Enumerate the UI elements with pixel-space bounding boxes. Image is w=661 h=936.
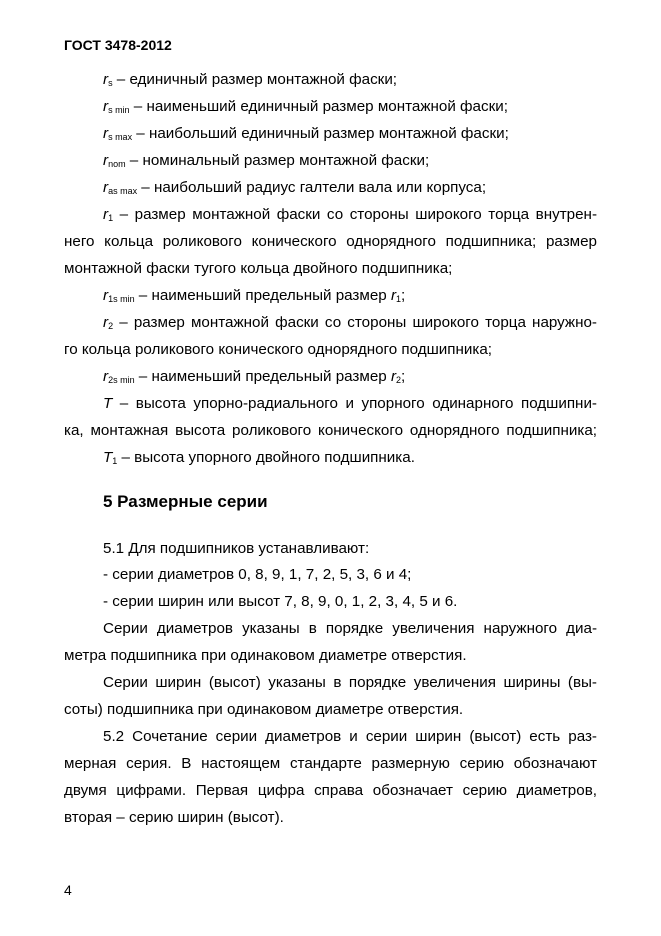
term-r1-line2: него кольца роликового конического однорядного подшипника; размер — [64, 233, 597, 250]
para-5-1: 5.1 Для подшипников устанавливают: — [103, 540, 370, 557]
term-r2-line2: го кольца роликового конического однорядного подшипника; — [64, 341, 493, 358]
term-t-line2: ка, монтажная высота роликового конического однорядного подшипника; — [64, 422, 597, 439]
term-r1-line1: $r_1$ – размер монтажной фаски со стороны широкого торца внутрен- — [103, 206, 597, 223]
para-b-line2: соты) подшипника при одинаковом диаметре отверстия. — [64, 701, 464, 718]
para-a-line1: Серии диаметров указаны в порядке увеличения наружного диа- — [103, 620, 597, 637]
term-t-line1: T – высота упорно-радиального и упорного одинарного подшипни- — [103, 395, 597, 412]
para-5-2-line3: двумя цифрами. Первая цифра справа обозначает серию диаметров, — [64, 782, 597, 799]
term-rs-min: $r_{s min}$ – наименьший единичный размер монтажной фаски; — [103, 98, 508, 115]
term-r2s-min: $r_{2s min}$ – наименьший предельный размер $r_2$; — [103, 368, 406, 385]
term-ras-max: $r_{as max}$ – наибольший радиус галтели вала или корпуса; — [103, 179, 487, 196]
term-rs: $r_s$ – единичный размер монтажной фаски; — [103, 71, 398, 88]
list-item-diameters: - серии диаметров 0, 8, 9, 1, 7, 2, 5, 3, 6 и 4; — [103, 566, 412, 583]
term-rs-max: $r_{s max}$ – наибольший единичный размер монтажной фаски; — [103, 125, 509, 142]
para-b-line1: Серии ширин (высот) указаны в порядке увеличения ширины (вы- — [103, 674, 597, 691]
term-r1s-min: $r_{1s min}$ – наименьший предельный размер $r_1$; — [103, 287, 406, 304]
term-r1-line3: монтажной фаски тугого кольца двойного подшипника; — [64, 260, 453, 277]
term-r2-line1: $r_2$ – размер монтажной фаски со стороны широкого торца наружно- — [103, 314, 597, 331]
list-item-widths: - серии ширин или высот 7, 8, 9, 0, 1, 2, 3, 4, 5 и 6. — [103, 593, 458, 610]
para-a-line2: метра подшипника при одинаковом диаметре отверстия. — [64, 647, 467, 664]
page-number: 4 — [64, 882, 72, 898]
term-t1: $T_1$ – высота упорного двойного подшипника. — [103, 449, 415, 466]
section-title: 5 Размерные серии — [103, 492, 268, 511]
para-5-2-line2: мерная серия. В настоящем стандарте размерную серию обозначают — [64, 755, 597, 772]
para-5-2-line4: вторая – серию ширин (высот). — [64, 809, 284, 826]
term-rnom: $r_{nom}$ – номинальный размер монтажной фаски; — [103, 152, 430, 169]
document-code: ГОСТ 3478-2012 — [64, 37, 172, 53]
para-5-2-line1: 5.2 Сочетание серии диаметров и серии ширин (высот) есть раз- — [103, 728, 597, 745]
